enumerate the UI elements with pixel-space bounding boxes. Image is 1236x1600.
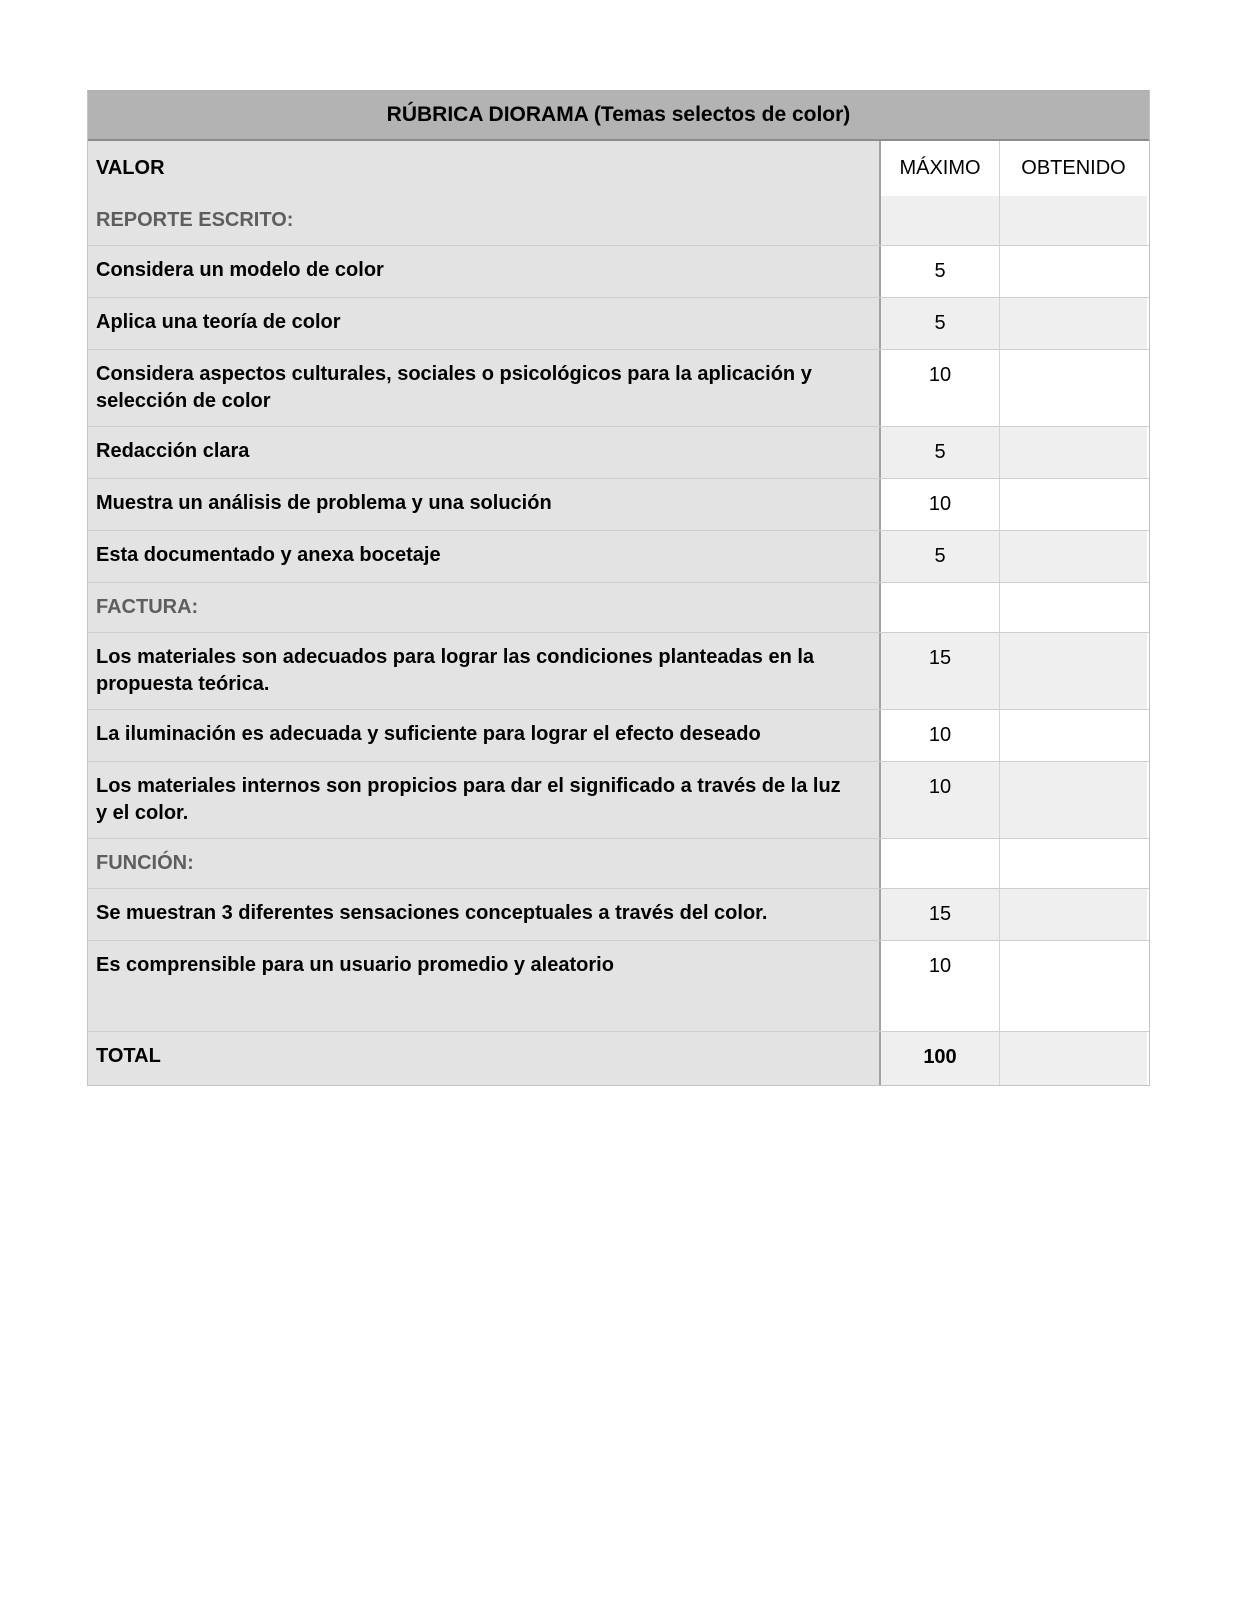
obtenido-value (1000, 246, 1147, 297)
obtenido-value (1000, 583, 1147, 632)
criterion-label: Es comprensible para un usuario promedio y aleatorio (88, 941, 881, 1031)
total-row (88, 1031, 1149, 1085)
obtenido-value (1000, 710, 1147, 761)
table-row (88, 530, 1149, 582)
section-row (88, 838, 1149, 888)
table-title: RÚBRICA DIORAMA (Temas selectos de color) (88, 91, 1149, 141)
table-body (88, 196, 1149, 1085)
table-row (88, 297, 1149, 349)
table-row (88, 632, 1149, 709)
maximo-value (881, 196, 1000, 245)
table-row (88, 478, 1149, 530)
obtenido-value (1000, 196, 1147, 245)
criterion-label: Se muestran 3 diferentes sensaciones conceptuales a través del color. (88, 889, 881, 940)
table-row (88, 709, 1149, 761)
obtenido-value (1000, 479, 1147, 530)
criterion-label: Redacción clara (88, 427, 881, 478)
obtenido-value (1000, 298, 1147, 349)
header-row (88, 141, 1149, 196)
obtenido-value (1000, 1032, 1147, 1085)
section-row (88, 196, 1149, 245)
maximo-value: 10 (881, 710, 1000, 761)
obtenido-value (1000, 350, 1147, 426)
obtenido-value (1000, 531, 1147, 582)
obtenido-value (1000, 427, 1147, 478)
table-row (88, 245, 1149, 297)
total-label: TOTAL (88, 1032, 881, 1085)
criterion-label: Muestra un análisis de problema y una solución (88, 479, 881, 530)
maximo-value: 15 (881, 633, 1000, 709)
maximo-value: 10 (881, 941, 1000, 1031)
criterion-label: Esta documentado y anexa bocetaje (88, 531, 881, 582)
maximo-value: 5 (881, 246, 1000, 297)
maximo-value: 5 (881, 298, 1000, 349)
obtenido-value (1000, 839, 1147, 888)
maximo-value (881, 839, 1000, 888)
section-label: FUNCIÓN: (88, 839, 881, 888)
table-row (88, 940, 1149, 1031)
column-header-maximo: MÁXIMO (881, 141, 1000, 196)
criterion-label: Considera un modelo de color (88, 246, 881, 297)
obtenido-value (1000, 889, 1147, 940)
criterion-label: Aplica una teoría de color (88, 298, 881, 349)
obtenido-value (1000, 941, 1147, 1031)
maximo-value: 15 (881, 889, 1000, 940)
obtenido-value (1000, 762, 1147, 838)
criterion-label: Los materiales internos son propicios para dar el significado a través de la luz y el color. (88, 762, 881, 838)
criterion-label: Los materiales son adecuados para lograr las condiciones planteadas en la propuesta teórica. (88, 633, 881, 709)
maximo-value (881, 583, 1000, 632)
maximo-value: 5 (881, 427, 1000, 478)
maximo-value: 5 (881, 531, 1000, 582)
section-label: REPORTE ESCRITO: (88, 196, 881, 245)
column-header-valor: VALOR (88, 141, 881, 196)
criterion-label: Considera aspectos culturales, sociales o psicológicos para la aplicación y selección de color (88, 350, 881, 426)
table-row (88, 426, 1149, 478)
maximo-value: 10 (881, 479, 1000, 530)
table-row (88, 349, 1149, 426)
rubric-table (87, 90, 1150, 1086)
table-row (88, 761, 1149, 838)
maximo-value: 10 (881, 762, 1000, 838)
section-row (88, 582, 1149, 632)
criterion-label: La iluminación es adecuada y suficiente para lograr el efecto deseado (88, 710, 881, 761)
section-label: FACTURA: (88, 583, 881, 632)
obtenido-value (1000, 633, 1147, 709)
maximo-value: 10 (881, 350, 1000, 426)
column-header-obtenido: OBTENIDO (1021, 157, 1126, 179)
table-row (88, 888, 1149, 940)
maximo-value: 100 (881, 1032, 1000, 1085)
